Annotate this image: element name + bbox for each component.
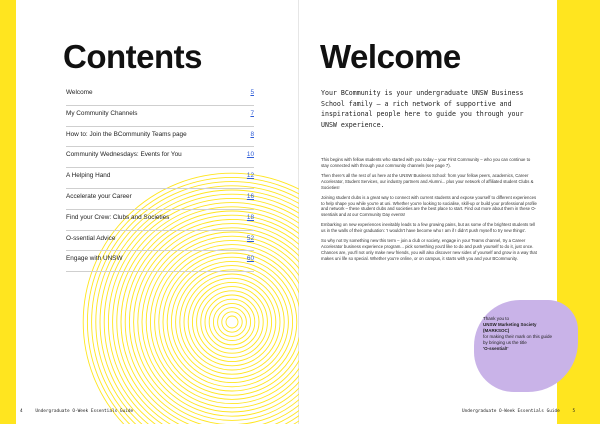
toc-page-link[interactable]: 52 bbox=[246, 234, 254, 242]
thanks-line-1: Thank you to bbox=[483, 316, 510, 321]
toc-label: A Helping Hand bbox=[66, 172, 111, 180]
decorative-ring bbox=[226, 316, 238, 328]
decorative-ring bbox=[222, 312, 242, 332]
toc-entry-engage-unsw[interactable] bbox=[66, 251, 254, 272]
toc-label: Welcome bbox=[66, 89, 93, 96]
toc-entry-welcome[interactable] bbox=[66, 85, 254, 106]
thanks-title: 'O-ssential!' bbox=[483, 346, 509, 351]
toc-entry-community-wednesdays[interactable] bbox=[66, 147, 254, 168]
page-number: 4 bbox=[20, 409, 23, 414]
toc-label: My Community Channels bbox=[66, 109, 138, 117]
body-paragraph: Then there's all the rest of us here at the UNSW Business School: from your fellow peers, academics, Career Accelerator, Student Services, our industry partners and Alumni... plus your network of affiliated student Clubs & Societies! bbox=[321, 172, 534, 190]
body-paragraph: So why not try something new this term – join a club or society, engage in your Teams channel, try a Career Accelerator business experience program... pick something you'd like to do and push yourself to do it, just once. Chances are, you'll not only make new friends, you will also discover new sides of yourself and grow in a way that makes uni life so special. Whether you're online, or on campus, it starts with you and your BCommunity. bbox=[321, 238, 537, 261]
toc-page-link[interactable]: 7 bbox=[250, 109, 254, 117]
toc-entry-clubs-societies[interactable] bbox=[66, 210, 254, 231]
body-paragraph: Embarking on new experiences inevitably leads to a few growing pains, but as some of the brightest students tell us in the walls of their graduation: 'I wouldn't have become who I am if I didn't push myself to try new things'. bbox=[321, 222, 536, 234]
toc-label: Community Wednesdays: Events for You bbox=[66, 151, 182, 159]
decorative-ring bbox=[213, 303, 250, 340]
body-paragraph: Joining student clubs is a great way to connect with current students and expose yourself to different experiences to help shape you while you're at uni. Whether you're looking to socialise, skill-up or build your professional profile and network – these student clubs and societies are the best place to start. Find out more about them in these O-ssentials and at our Community Day events! bbox=[321, 194, 537, 218]
guide-title: Undergraduate O-Week Essentials Guide bbox=[462, 409, 560, 414]
toc-page-link[interactable]: 5 bbox=[250, 89, 254, 96]
toc-page-link[interactable]: 12 bbox=[246, 172, 254, 180]
welcome-body bbox=[321, 157, 539, 266]
decorative-ring bbox=[167, 257, 297, 387]
left-page-footer bbox=[20, 409, 133, 414]
decorative-ring bbox=[209, 299, 255, 345]
toc-label: How to: Join the BCommunity Teams page bbox=[66, 130, 187, 138]
decorative-ring bbox=[184, 274, 280, 370]
toc-entry-teams-page[interactable] bbox=[66, 127, 254, 148]
toc-label: Find your Crew: Clubs and Societies bbox=[66, 213, 170, 221]
thanks-note bbox=[483, 316, 553, 352]
page-number: 5 bbox=[572, 409, 576, 414]
toc-entry-community-channels[interactable] bbox=[66, 106, 254, 127]
toc-page-link[interactable]: 60 bbox=[246, 255, 254, 263]
toc-label: Engage with UNSW bbox=[66, 255, 123, 263]
decorative-ring bbox=[201, 291, 263, 353]
thanks-org: UNSW Marketing Society (MARKSOC) bbox=[483, 322, 537, 333]
toc-label: Accelerate your Career bbox=[66, 192, 132, 200]
toc-page-link[interactable]: 16 bbox=[246, 192, 254, 200]
toc-page-link[interactable]: 10 bbox=[246, 151, 254, 159]
intro-paragraph: Your BCommunity is your undergraduate UNSW Business School family – a rich network of supportive and inspirational people here to guide you through your UNSW experience. bbox=[321, 89, 524, 129]
toc-entry-accelerate-career[interactable] bbox=[66, 189, 254, 210]
decorative-ring bbox=[192, 282, 271, 361]
left-page-yellow-band bbox=[0, 0, 16, 424]
contents-title: Contents bbox=[63, 38, 202, 75]
decorative-ring bbox=[197, 287, 268, 358]
toc-entry-ossential-advice[interactable] bbox=[66, 231, 254, 252]
thanks-line-2: for making their mark on this guide by bringing us the title bbox=[483, 334, 553, 345]
toc-page-link[interactable]: 8 bbox=[250, 130, 254, 138]
welcome-title: Welcome bbox=[320, 38, 461, 75]
table-of-contents bbox=[66, 85, 254, 272]
decorative-ring bbox=[180, 270, 284, 374]
right-page-footer bbox=[462, 409, 575, 414]
toc-label: O-ssential Advice bbox=[66, 234, 116, 242]
decorative-ring bbox=[188, 278, 276, 366]
body-paragraph: This begins with fellow students who started with you today – your First Community – who you can continue to stay connected with through your community channels (see page 7). bbox=[321, 157, 531, 168]
toc-page-link[interactable]: 18 bbox=[246, 213, 254, 221]
guide-title: Undergraduate O-Week Essentials Guide bbox=[35, 409, 134, 414]
toc-entry-helping-hand[interactable] bbox=[66, 168, 254, 189]
decorative-ring bbox=[171, 261, 292, 382]
